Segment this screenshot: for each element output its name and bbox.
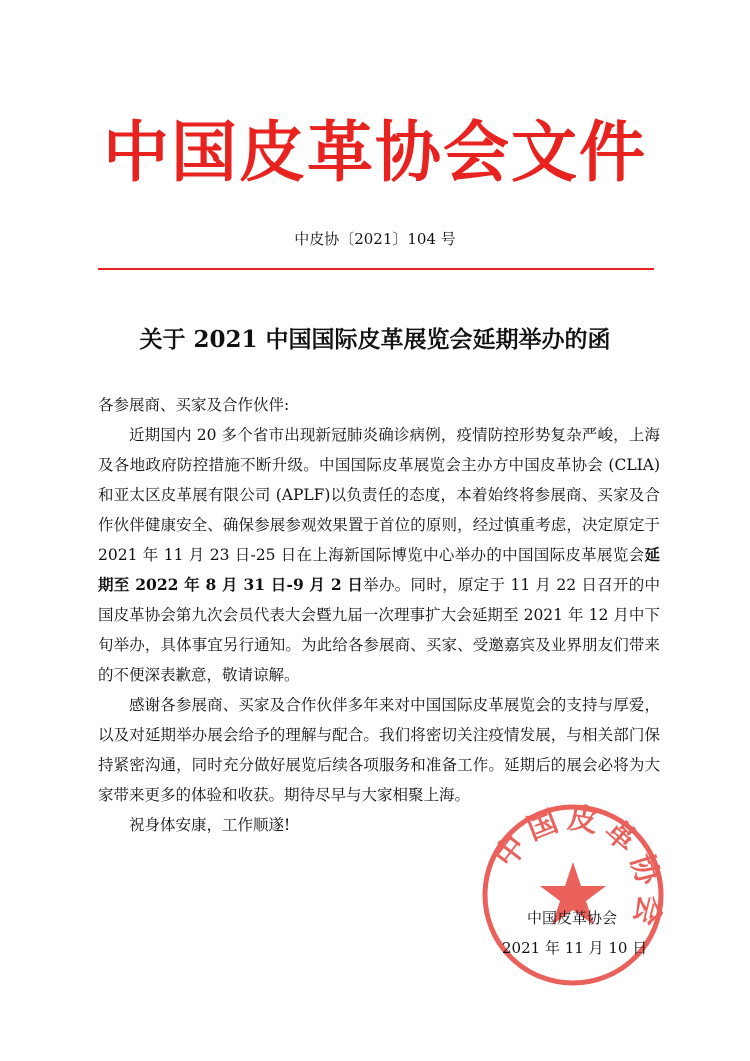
letter-body bbox=[98, 390, 660, 840]
document-number: 中皮协〔2021〕104 号 bbox=[294, 230, 456, 248]
document-subject: 关于 2021 中国国际皮革展览会延期举办的函 bbox=[139, 326, 611, 353]
header-divider bbox=[98, 268, 654, 270]
paragraph-1-text-a: 近期国内 20 多个省市出现新冠肺炎确诊病例，疫情防控形势复杂严峻，上海及各地政府防控措施不断升级。中国国际皮革展览会主办方中国皮革协会 (CLIA)和亚太区皮革展有限公司 (APLF)以负责任的态度，本着始终将参展商、买家及合作伙伴健康安全、确保参展参观效果置于首位的原则，经过慎重考虑，决定原定于 2021 年 11 月 23 日-25 日在上海新国际博览中心举办的中国国际皮革展览会 bbox=[98, 426, 660, 564]
signature-org: 中国皮革协会 bbox=[527, 909, 618, 927]
salutation: 各参展商、买家及合作伙伴: bbox=[98, 396, 290, 414]
document-masthead: 中国皮革协会文件 bbox=[103, 113, 647, 191]
seal-text: 中国皮革协会 bbox=[488, 800, 668, 935]
closing-line: 祝身体安康，工作顺遂! bbox=[129, 816, 291, 834]
paragraph-1 bbox=[98, 420, 660, 690]
paragraph-2: 感谢各参展商、买家及合作伙伴多年来对中国国际皮革展览会的支持与厚爱，以及对延期举办展会给予的理解与配合。我们将密切关注疫情发展，与相关部门保持紧密沟通，同时充分做好展览后续各项服务和准备工作。延期后的展会必将为大家带来更多的体验和收获。期待尽早与大家相聚上海。 bbox=[98, 696, 660, 804]
paragraph-1-text-b: 举办。同时，原定于 11 月 22 日召开的中国皮革协会第九次会员代表大会暨九届一次理事扩大会延期至 2021 年 12 月中下旬举办，具体事宜另行通知。为此给各参展商、买家、受邀嘉宾及业界朋友们带来的不便深表歉意，敬请谅解。 bbox=[98, 576, 660, 684]
postponement-dates: 延期至 2022 年 8 月 31 日-9 月 2 日 bbox=[98, 545, 660, 594]
signature-date: 2021 年 11 月 10 日 bbox=[502, 939, 648, 957]
